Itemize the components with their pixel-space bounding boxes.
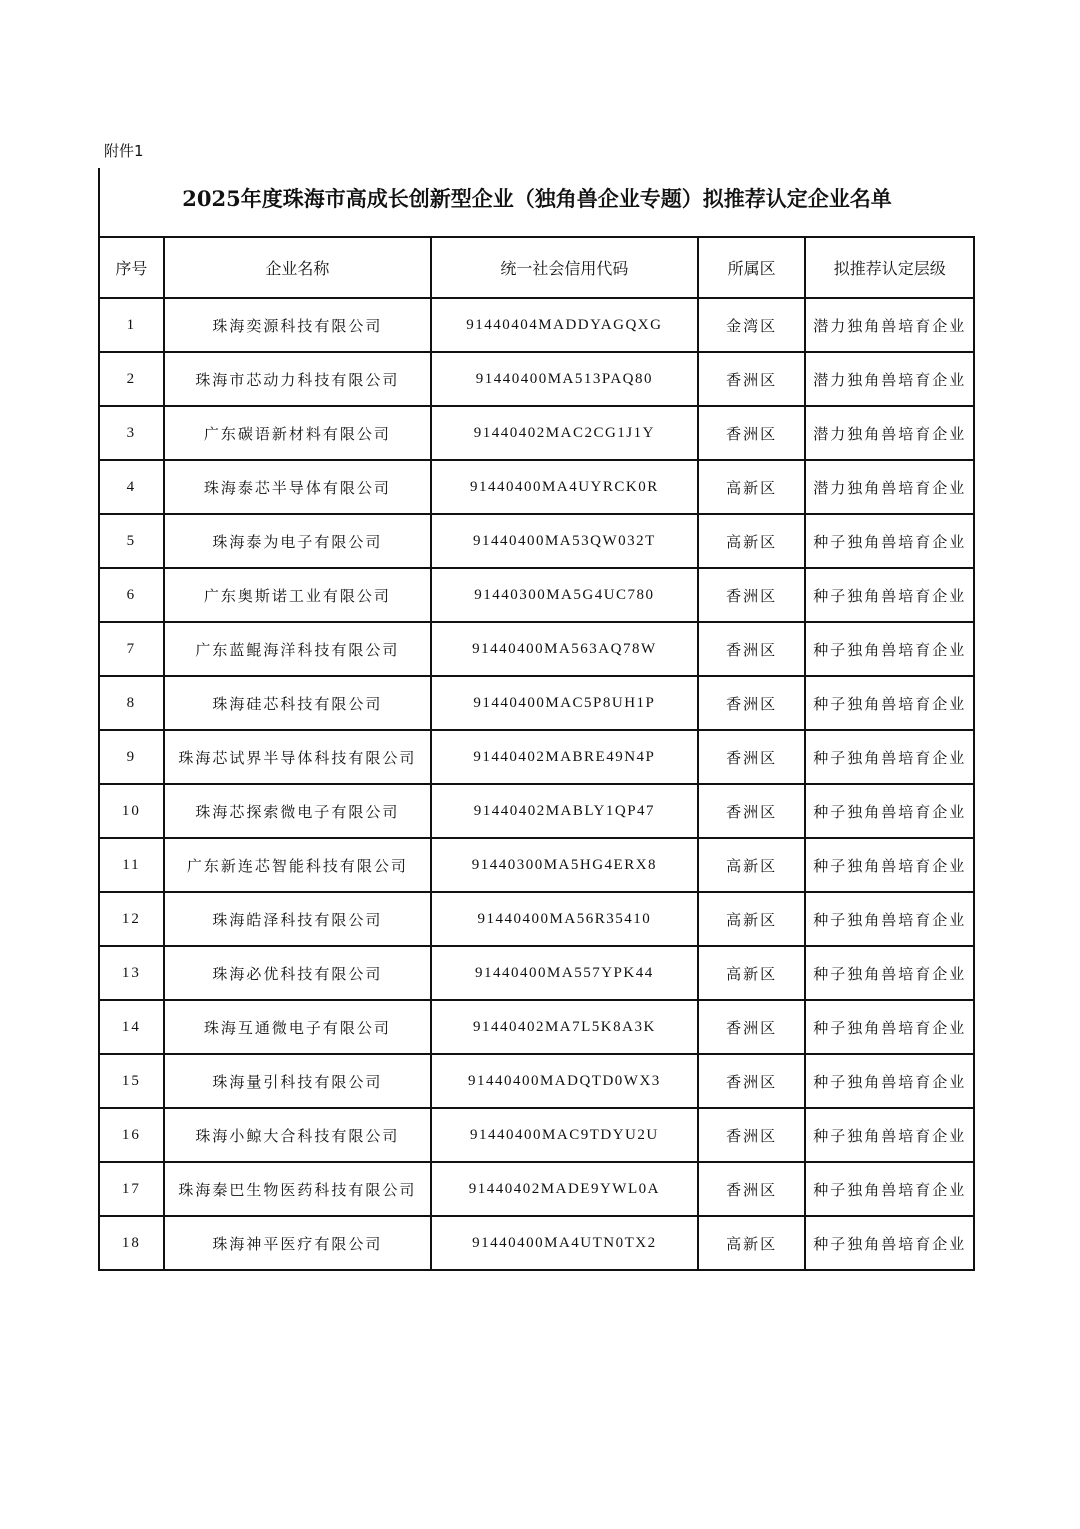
recommended-level: 种子独角兽培育企业 (805, 892, 974, 946)
table-row (99, 838, 974, 892)
district: 金湾区 (698, 298, 806, 352)
recommended-level: 种子独角兽培育企业 (805, 1054, 974, 1108)
table-row (99, 730, 974, 784)
company-name: 珠海市芯动力科技有限公司 (164, 352, 431, 406)
row-index: 9 (99, 730, 164, 784)
company-name: 珠海必优科技有限公司 (164, 946, 431, 1000)
credit-code: 91440400MA4UTN0TX2 (431, 1216, 698, 1270)
district: 香洲区 (698, 622, 806, 676)
credit-code: 91440402MA7L5K8A3K (431, 1000, 698, 1054)
credit-code: 91440402MADE9YWL0A (431, 1162, 698, 1216)
recommended-level: 种子独角兽培育企业 (805, 514, 974, 568)
district: 香洲区 (698, 1000, 806, 1054)
company-name: 珠海量引科技有限公司 (164, 1054, 431, 1108)
row-index: 6 (99, 568, 164, 622)
company-name: 广东奥斯诺工业有限公司 (164, 568, 431, 622)
company-name: 珠海硅芯科技有限公司 (164, 676, 431, 730)
district: 香洲区 (698, 406, 806, 460)
credit-code: 91440402MAC2CG1J1Y (431, 406, 698, 460)
table-row (99, 460, 974, 514)
recommended-level: 种子独角兽培育企业 (805, 946, 974, 1000)
table-row (99, 352, 974, 406)
credit-code: 91440300MA5HG4ERX8 (431, 838, 698, 892)
credit-code: 91440400MA53QW032T (431, 514, 698, 568)
company-name: 广东蓝鲲海洋科技有限公司 (164, 622, 431, 676)
district: 香洲区 (698, 1162, 806, 1216)
district: 高新区 (698, 514, 806, 568)
district: 高新区 (698, 892, 806, 946)
credit-code: 91440402MABLY1QP47 (431, 784, 698, 838)
district: 香洲区 (698, 568, 806, 622)
row-index: 14 (99, 1000, 164, 1054)
credit-code: 91440402MABRE49N4P (431, 730, 698, 784)
table-row (99, 298, 974, 352)
district: 香洲区 (698, 1108, 806, 1162)
table-row (99, 784, 974, 838)
row-index: 15 (99, 1054, 164, 1108)
credit-code: 91440400MA513PAQ80 (431, 352, 698, 406)
table-row (99, 1162, 974, 1216)
company-name: 珠海神平医疗有限公司 (164, 1216, 431, 1270)
credit-code: 91440400MA563AQ78W (431, 622, 698, 676)
recommended-level: 潜力独角兽培育企业 (805, 460, 974, 514)
enterprise-table (98, 236, 975, 1271)
table-row (99, 946, 974, 1000)
recommended-level: 种子独角兽培育企业 (805, 1216, 974, 1270)
row-index: 7 (99, 622, 164, 676)
district: 香洲区 (698, 730, 806, 784)
company-name: 珠海芯探索微电子有限公司 (164, 784, 431, 838)
credit-code: 91440404MADDYAGQXG (431, 298, 698, 352)
table-row (99, 1216, 974, 1270)
attachment-label: 附件1 (104, 142, 144, 160)
table-row (99, 568, 974, 622)
company-name: 珠海互通微电子有限公司 (164, 1000, 431, 1054)
credit-code: 91440400MADQTD0WX3 (431, 1054, 698, 1108)
recommended-level: 种子独角兽培育企业 (805, 622, 974, 676)
row-index: 16 (99, 1108, 164, 1162)
header-district: 所属区 (698, 237, 806, 298)
company-name: 广东碳语新材料有限公司 (164, 406, 431, 460)
company-name: 广东新连芯智能科技有限公司 (164, 838, 431, 892)
table-row (99, 514, 974, 568)
row-index: 12 (99, 892, 164, 946)
recommended-level: 潜力独角兽培育企业 (805, 406, 974, 460)
credit-code: 91440400MAC5P8UH1P (431, 676, 698, 730)
row-index: 8 (99, 676, 164, 730)
recommended-level: 种子独角兽培育企业 (805, 838, 974, 892)
district: 高新区 (698, 946, 806, 1000)
district: 高新区 (698, 460, 806, 514)
company-name: 珠海奕源科技有限公司 (164, 298, 431, 352)
district: 香洲区 (698, 1054, 806, 1108)
recommended-level: 种子独角兽培育企业 (805, 784, 974, 838)
row-index: 3 (99, 406, 164, 460)
recommended-level: 种子独角兽培育企业 (805, 568, 974, 622)
table-row (99, 892, 974, 946)
row-index: 10 (99, 784, 164, 838)
table-row (99, 1054, 974, 1108)
header-name: 企业名称 (164, 237, 431, 298)
recommended-level: 潜力独角兽培育企业 (805, 352, 974, 406)
row-index: 18 (99, 1216, 164, 1270)
table-row (99, 406, 974, 460)
company-name: 珠海芯试界半导体科技有限公司 (164, 730, 431, 784)
header-index: 序号 (99, 237, 164, 298)
district: 高新区 (698, 1216, 806, 1270)
table-row (99, 1108, 974, 1162)
recommended-level: 种子独角兽培育企业 (805, 1162, 974, 1216)
company-name: 珠海秦巴生物医药科技有限公司 (164, 1162, 431, 1216)
table-row (99, 622, 974, 676)
credit-code: 91440400MA4UYRCK0R (431, 460, 698, 514)
recommended-level: 潜力独角兽培育企业 (805, 298, 974, 352)
table-header-row (99, 237, 974, 298)
credit-code: 91440300MA5G4UC780 (431, 568, 698, 622)
row-index: 13 (99, 946, 164, 1000)
credit-code: 91440400MA557YPK44 (431, 946, 698, 1000)
company-name: 珠海泰芯半导体有限公司 (164, 460, 431, 514)
row-index: 11 (99, 838, 164, 892)
district: 香洲区 (698, 352, 806, 406)
document-title: 2025年度珠海市高成长创新型企业（独角兽企业专题）拟推荐认定企业名单 (182, 186, 892, 211)
recommended-level: 种子独角兽培育企业 (805, 676, 974, 730)
company-name: 珠海小鲸大合科技有限公司 (164, 1108, 431, 1162)
row-index: 1 (99, 298, 164, 352)
company-name: 珠海皓泽科技有限公司 (164, 892, 431, 946)
district: 香洲区 (698, 784, 806, 838)
company-name: 珠海泰为电子有限公司 (164, 514, 431, 568)
credit-code: 91440400MAC9TDYU2U (431, 1108, 698, 1162)
recommended-level: 种子独角兽培育企业 (805, 1000, 974, 1054)
district: 香洲区 (698, 676, 806, 730)
row-index: 17 (99, 1162, 164, 1216)
recommended-level: 种子独角兽培育企业 (805, 1108, 974, 1162)
header-level: 拟推荐认定层级 (805, 237, 974, 298)
table-row (99, 676, 974, 730)
district: 高新区 (698, 838, 806, 892)
row-index: 2 (99, 352, 164, 406)
header-code: 统一社会信用代码 (431, 237, 698, 298)
row-index: 5 (99, 514, 164, 568)
row-index: 4 (99, 460, 164, 514)
recommended-level: 种子独角兽培育企业 (805, 730, 974, 784)
credit-code: 91440400MA56R35410 (431, 892, 698, 946)
table-row (99, 1000, 974, 1054)
